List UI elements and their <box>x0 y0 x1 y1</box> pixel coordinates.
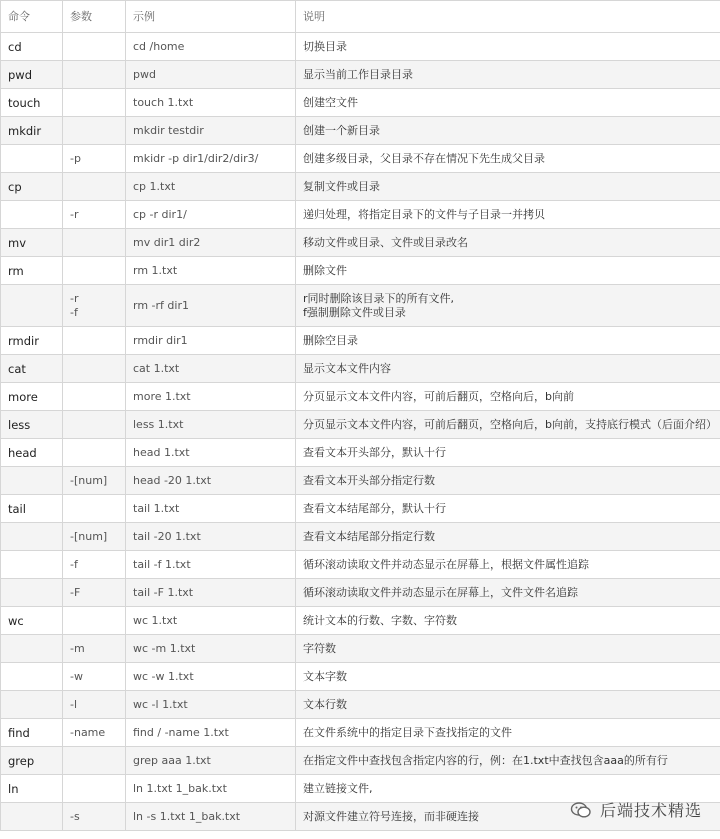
cell-parameter <box>63 229 126 257</box>
cell-example: mkdir testdir <box>126 117 296 145</box>
cell-description: 文本行数 <box>296 691 720 719</box>
cell-example: pwd <box>126 61 296 89</box>
cell-description: 查看文本开头部分，默认十行 <box>296 439 720 467</box>
cell-example: rm -rf dir1 <box>126 285 296 327</box>
cell-command <box>1 145 63 173</box>
cell-description-line: r同时删除该目录下的所有文件, <box>303 291 455 305</box>
table-header-row <box>1 1 720 33</box>
cell-description: 循环滚动读取文件并动态显示在屏幕上，文件文件名追踪 <box>296 579 720 607</box>
cell-command: rmdir <box>1 327 63 355</box>
cell-command: find <box>1 719 63 747</box>
cell-command: more <box>1 383 63 411</box>
cell-command: rm <box>1 257 63 285</box>
cell-command: grep <box>1 747 63 775</box>
cell-description: 在文件系统中的指定目录下查找指定的文件 <box>296 719 720 747</box>
table-row <box>1 33 720 61</box>
cell-parameter <box>63 775 126 803</box>
cell-example: mkidr -p dir1/dir2/dir3/ <box>126 145 296 173</box>
cell-parameter <box>63 173 126 201</box>
cell-example: head -20 1.txt <box>126 467 296 495</box>
cell-description: 移动文件或目录、文件或目录改名 <box>296 229 720 257</box>
cell-description: 切换目录 <box>296 33 720 61</box>
table-row <box>1 355 720 383</box>
cell-description: 查看文本开头部分指定行数 <box>296 467 720 495</box>
cell-command <box>1 579 63 607</box>
cell-parameter <box>63 33 126 61</box>
cell-description: 删除文件 <box>296 257 720 285</box>
table-row <box>1 327 720 355</box>
cell-example: tail -f 1.txt <box>126 551 296 579</box>
cell-parameter-line: -r <box>70 291 79 305</box>
cell-command <box>1 201 63 229</box>
cell-example: cd /home <box>126 33 296 61</box>
watermark <box>570 798 702 821</box>
cell-command <box>1 551 63 579</box>
cell-parameter <box>63 89 126 117</box>
cell-description: 创建一个新目录 <box>296 117 720 145</box>
cell-parameter: -l <box>63 691 126 719</box>
cell-parameter <box>63 285 126 327</box>
table-row <box>1 579 720 607</box>
cell-example: rmdir dir1 <box>126 327 296 355</box>
cell-command <box>1 635 63 663</box>
cell-example: cat 1.txt <box>126 355 296 383</box>
cell-command <box>1 691 63 719</box>
cell-example: grep aaa 1.txt <box>126 747 296 775</box>
cell-parameter <box>63 747 126 775</box>
cell-description: 创建多级目录，父目录不存在情况下先生成父目录 <box>296 145 720 173</box>
cell-command: mv <box>1 229 63 257</box>
cell-parameter: -m <box>63 635 126 663</box>
cell-example: wc -m 1.txt <box>126 635 296 663</box>
cell-command: cp <box>1 173 63 201</box>
cell-parameter <box>63 495 126 523</box>
cell-parameter: -w <box>63 663 126 691</box>
table-row <box>1 495 720 523</box>
cell-command: wc <box>1 607 63 635</box>
table-row <box>1 201 720 229</box>
cell-description: 递归处理，将指定目录下的文件与子目录一并拷贝 <box>296 201 720 229</box>
cell-command <box>1 467 63 495</box>
cell-description <box>296 285 720 327</box>
cell-example: tail -F 1.txt <box>126 579 296 607</box>
cell-description: 分页显示文本文件内容，可前后翻页，空格向后，b向前 <box>296 383 720 411</box>
table-row <box>1 439 720 467</box>
cell-example: wc -w 1.txt <box>126 663 296 691</box>
cell-parameter-line: -f <box>70 305 78 319</box>
cell-example: rm 1.txt <box>126 257 296 285</box>
header-example: 示例 <box>126 1 296 33</box>
cell-parameter <box>63 61 126 89</box>
cell-example: cp -r dir1/ <box>126 201 296 229</box>
table-row <box>1 663 720 691</box>
cell-description: 文本字数 <box>296 663 720 691</box>
table-row <box>1 607 720 635</box>
cell-command: touch <box>1 89 63 117</box>
cell-description: 复制文件或目录 <box>296 173 720 201</box>
cell-parameter <box>63 327 126 355</box>
cell-description: 查看文本结尾部分指定行数 <box>296 523 720 551</box>
cell-parameter: -r <box>63 201 126 229</box>
cell-command: cd <box>1 33 63 61</box>
cell-example: ln 1.txt 1_bak.txt <box>126 775 296 803</box>
cell-parameter <box>63 607 126 635</box>
cell-parameter <box>63 411 126 439</box>
cell-description: 在指定文件中查找包含指定内容的行，例：在1.txt中查找包含aaa的所有行 <box>296 747 720 775</box>
cell-command: mkdir <box>1 117 63 145</box>
cell-parameter <box>63 439 126 467</box>
cell-example: tail 1.txt <box>126 495 296 523</box>
cell-description: 统计文本的行数、字数、字符数 <box>296 607 720 635</box>
cell-parameter <box>63 383 126 411</box>
cell-description: 分页显示文本文件内容，可前后翻页，空格向后，b向前，支持底行模式（后面介绍） <box>296 411 720 439</box>
cell-command: pwd <box>1 61 63 89</box>
cell-example: wc 1.txt <box>126 607 296 635</box>
table-row <box>1 173 720 201</box>
cell-example: touch 1.txt <box>126 89 296 117</box>
cell-description: 循环滚动读取文件并动态显示在屏幕上，根据文件属性追踪 <box>296 551 720 579</box>
table-row <box>1 551 720 579</box>
cell-description: 建立链接文件, <box>296 775 720 803</box>
wechat-official-account-icon <box>570 801 592 819</box>
cell-command: head <box>1 439 63 467</box>
cell-command <box>1 285 63 327</box>
table-body <box>1 33 720 831</box>
cell-example: more 1.txt <box>126 383 296 411</box>
table-row <box>1 635 720 663</box>
cell-parameter <box>63 355 126 383</box>
header-description: 说明 <box>296 1 720 33</box>
cell-parameter: -name <box>63 719 126 747</box>
watermark-text: 后端技术精选 <box>599 801 702 820</box>
cell-command <box>1 803 63 831</box>
table-row <box>1 117 720 145</box>
cell-description: 创建空文件 <box>296 89 720 117</box>
table-row <box>1 411 720 439</box>
cell-example: cp 1.txt <box>126 173 296 201</box>
header-parameter: 参数 <box>63 1 126 33</box>
table-row <box>1 719 720 747</box>
cell-command: less <box>1 411 63 439</box>
cell-example: head 1.txt <box>126 439 296 467</box>
cell-example: find / -name 1.txt <box>126 719 296 747</box>
table-row <box>1 285 720 327</box>
table-row <box>1 523 720 551</box>
cell-description: 显示文本文件内容 <box>296 355 720 383</box>
table-row <box>1 145 720 173</box>
cell-description: 对源文件建立符号连接，而非硬连接 <box>296 803 720 831</box>
cell-parameter: -f <box>63 551 126 579</box>
cell-example: wc -l 1.txt <box>126 691 296 719</box>
cell-description: 显示当前工作目录目录 <box>296 61 720 89</box>
cell-command <box>1 523 63 551</box>
table-row <box>1 61 720 89</box>
table-row <box>1 257 720 285</box>
table-row <box>1 383 720 411</box>
cell-parameter <box>63 257 126 285</box>
table-row <box>1 747 720 775</box>
table-row <box>1 691 720 719</box>
cell-description: 字符数 <box>296 635 720 663</box>
cell-command <box>1 663 63 691</box>
cell-parameter: -F <box>63 579 126 607</box>
cell-parameter: -s <box>63 803 126 831</box>
cell-description-line: f强制删除文件或目录 <box>303 305 406 319</box>
header-command: 命令 <box>1 1 63 33</box>
table-row <box>1 89 720 117</box>
cell-example: tail -20 1.txt <box>126 523 296 551</box>
cell-parameter: -[num] <box>63 523 126 551</box>
table-row <box>1 229 720 257</box>
cell-example: ln -s 1.txt 1_bak.txt <box>126 803 296 831</box>
cell-command: cat <box>1 355 63 383</box>
cell-description: 删除空目录 <box>296 327 720 355</box>
cell-example: mv dir1 dir2 <box>126 229 296 257</box>
cell-example: less 1.txt <box>126 411 296 439</box>
cell-command: tail <box>1 495 63 523</box>
cell-description: 查看文本结尾部分，默认十行 <box>296 495 720 523</box>
table-row <box>1 467 720 495</box>
cell-parameter: -[num] <box>63 467 126 495</box>
cell-parameter <box>63 117 126 145</box>
cell-command: ln <box>1 775 63 803</box>
cell-parameter: -p <box>63 145 126 173</box>
